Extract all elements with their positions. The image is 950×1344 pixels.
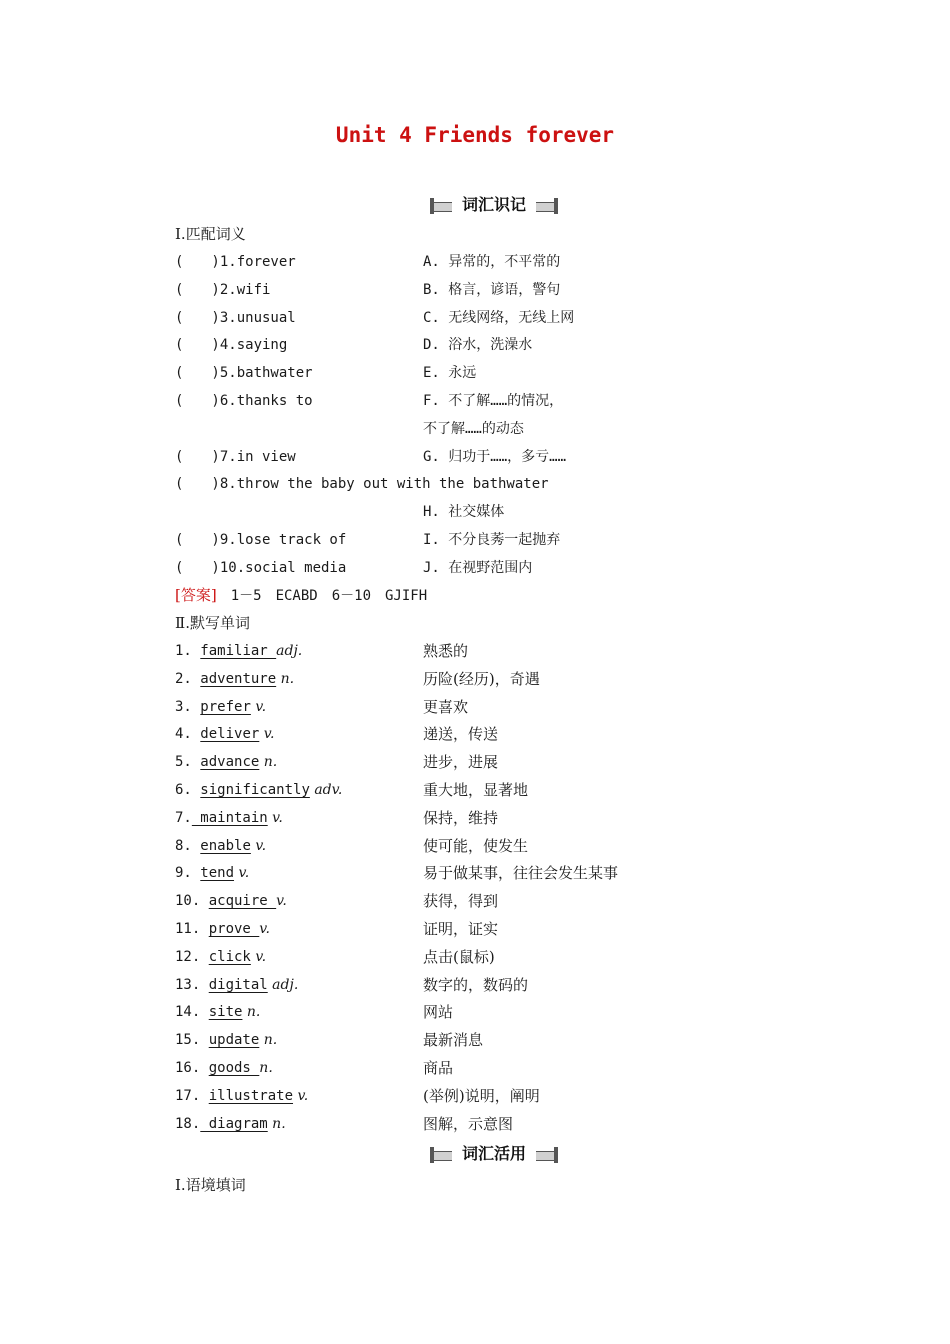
match-option: G. 归功于……，多亏…… xyxy=(423,448,567,465)
item-number: 11. xyxy=(175,921,209,937)
document-title: Unit 4 Friends forever xyxy=(335,123,615,147)
answer-text: 1－5 ECABD 6－10 GJIFH xyxy=(216,588,428,604)
match-option: F. 不了解……的情况， xyxy=(423,393,564,409)
match-term: ( )4.saying xyxy=(175,337,288,354)
part-of-speech: adj. xyxy=(267,976,299,993)
part-of-speech: n. xyxy=(259,1060,273,1076)
answer-word: prove xyxy=(208,921,260,937)
word-meaning: 商品 xyxy=(423,1059,454,1077)
part-of-speech: v. xyxy=(250,698,267,715)
item-number: 14. xyxy=(175,1004,209,1021)
word-meaning: 使可能，使发生 xyxy=(423,836,529,855)
match-term: ( )2.wifi xyxy=(175,281,271,298)
answer-word: significantly xyxy=(200,782,310,798)
item-number: 5. xyxy=(175,754,201,771)
match-option: H. 社交媒体 xyxy=(423,504,505,521)
section-banner-usage xyxy=(430,1143,558,1167)
part-of-speech: n. xyxy=(267,1115,286,1132)
item-number: 12. xyxy=(175,948,209,965)
match-term: ( )7.in view xyxy=(175,448,296,465)
word-meaning: 历险(经历)，奇遇 xyxy=(423,669,540,688)
item-number: 13. xyxy=(175,976,209,993)
item-number: 3. xyxy=(175,698,201,715)
item-number: 18. xyxy=(175,1115,201,1132)
answer-word: tend xyxy=(200,865,235,882)
answer-word: diagram xyxy=(200,1115,268,1132)
answer-word: deliver xyxy=(200,726,260,743)
item-number: 16. xyxy=(175,1060,209,1076)
match-option: E. 永远 xyxy=(423,365,477,382)
part-of-speech: adj. xyxy=(276,643,303,659)
part-of-speech: v. xyxy=(293,1087,309,1104)
match-option: A. 异常的，不平常的 xyxy=(423,254,561,270)
answer-line xyxy=(175,583,427,608)
match-option: D. 浴水，洗澡水 xyxy=(423,337,533,354)
answer-tag: [答案] xyxy=(175,586,217,604)
banner-label: 词汇活用 xyxy=(452,1143,536,1165)
word-meaning: 进步，进展 xyxy=(423,753,499,772)
section-banner-vocabulary xyxy=(430,194,558,218)
part-of-speech: v. xyxy=(259,921,270,937)
word-meaning: 更喜欢 xyxy=(423,697,469,716)
answer-word: maintain xyxy=(191,809,268,826)
item-number: 4. xyxy=(175,726,201,743)
item-number: 7. xyxy=(175,809,192,826)
word-meaning: 保持，维持 xyxy=(423,808,499,827)
match-term: ( )8.throw the baby out with the bathwater xyxy=(175,476,549,493)
part-of-speech: v. xyxy=(250,837,267,854)
match-term: ( )3.unusual xyxy=(175,309,296,326)
part-of-speech: n. xyxy=(259,1032,278,1049)
match-term: ( )5.bathwater xyxy=(175,365,313,382)
item-number: 15. xyxy=(175,1032,209,1049)
part-of-speech: n. xyxy=(259,754,278,771)
match-term: ( )1.forever xyxy=(175,254,296,270)
match-term: ( )10.social media xyxy=(175,559,347,576)
answer-word: site xyxy=(208,1004,243,1021)
answer-word: familiar xyxy=(200,643,277,659)
item-number: 8. xyxy=(175,837,201,854)
section-heading-matching: Ⅰ.匹配词义 xyxy=(175,225,246,243)
word-meaning: 递送，传送 xyxy=(423,725,499,744)
answer-word: enable xyxy=(200,837,251,854)
item-number: 1. xyxy=(175,643,201,659)
part-of-speech: v. xyxy=(276,893,287,910)
part-of-speech: v. xyxy=(267,809,283,826)
part-of-speech: v. xyxy=(259,726,275,743)
part-of-speech: v. xyxy=(250,948,267,965)
answer-word: goods xyxy=(208,1060,260,1076)
word-meaning: 数字的，数码的 xyxy=(423,975,529,994)
item-number: 9. xyxy=(175,865,201,882)
item-number: 6. xyxy=(175,782,201,798)
word-meaning: 易于做某事，往往会发生某事 xyxy=(423,864,619,883)
word-meaning: 最新消息 xyxy=(423,1031,484,1050)
match-term: ( )9.lose track of xyxy=(175,532,347,548)
match-option: I. 不分良莠一起抛弃 xyxy=(423,532,561,548)
word-meaning: 证明，证实 xyxy=(423,920,499,938)
item-number: 17. xyxy=(175,1087,209,1104)
word-meaning: 网站 xyxy=(423,1003,454,1022)
part-of-speech: n. xyxy=(242,1004,261,1021)
answer-word: update xyxy=(208,1032,260,1049)
word-meaning: 图解，示意图 xyxy=(423,1114,514,1133)
answer-word: digital xyxy=(208,976,268,993)
section-heading-dictation: Ⅱ.默写单词 xyxy=(175,614,250,632)
answer-word: adventure xyxy=(200,670,277,687)
answer-word: click xyxy=(208,948,251,965)
answer-word: advance xyxy=(200,754,260,771)
match-option: C. 无线网络，无线上网 xyxy=(423,309,575,326)
item-number: 10. xyxy=(175,893,209,910)
word-meaning: (举例)说明，阐明 xyxy=(423,1086,540,1105)
match-option: J. 在视野范围内 xyxy=(423,559,533,576)
section-heading-context-fill: Ⅰ.语境填词 xyxy=(175,1176,246,1194)
answer-word: prefer xyxy=(200,698,251,715)
word-meaning: 重大地，显著地 xyxy=(423,781,529,799)
part-of-speech: v. xyxy=(234,865,250,882)
word-meaning: 获得，得到 xyxy=(423,892,499,911)
match-term: ( )6.thanks to xyxy=(175,393,313,409)
match-option: 不了解……的动态 xyxy=(423,420,524,437)
item-number: 2. xyxy=(175,670,201,687)
part-of-speech: n. xyxy=(276,670,295,687)
banner-label: 词汇识记 xyxy=(452,194,536,216)
match-option: B. 格言，谚语，警句 xyxy=(423,281,561,298)
word-meaning: 熟悉的 xyxy=(423,642,469,660)
answer-word: acquire xyxy=(208,893,277,910)
word-meaning: 点击(鼠标) xyxy=(423,947,495,966)
answer-word: illustrate xyxy=(208,1087,294,1104)
part-of-speech: adv. xyxy=(309,782,343,798)
